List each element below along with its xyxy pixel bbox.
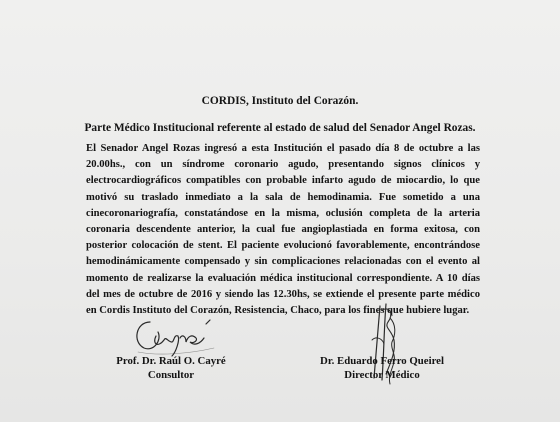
signatory-right bbox=[302, 354, 462, 382]
body-line: posterior colocación de stent. El paciente evolucionó favorablemente, encontrándose bbox=[86, 240, 480, 252]
body-line: motivó su traslado inmediato a la sala de hemodinamia. Fue sometido a una bbox=[86, 191, 480, 203]
signature-cayre bbox=[128, 312, 220, 360]
signatory-right-name: Dr. Eduardo Ferro Queirel bbox=[320, 355, 444, 367]
body-line: cinecoronariografía, constatándose en la misma, oclusión completa de la arteria bbox=[86, 207, 480, 219]
document-title: CORDIS, Instituto del Corazón. bbox=[201, 95, 359, 107]
body-line: coronaria descendente anterior, la cual fue angioplastiada en forma exitosa, con bbox=[86, 224, 480, 236]
document-body bbox=[86, 141, 480, 319]
body-line: electrocardiográficos compatibles con probable infarto agudo de miocardio, lo que bbox=[86, 175, 480, 187]
signatory-right-role: Director Médico bbox=[344, 369, 420, 381]
signatory-left-name: Prof. Dr. Raúl O. Cayré bbox=[116, 355, 226, 367]
body-line: hemodinámicamente compensado y sin complicaciones relacionadas con el evento al bbox=[86, 256, 480, 268]
document-subtitle: Parte Médico Institucional referente al estado de salud del Senador Angel Rozas. bbox=[84, 122, 476, 134]
signatory-left bbox=[100, 354, 242, 382]
body-line: en Cordis Instituto del Corazón, Resistencia, Chaco, para los fines que hubiere lugar. bbox=[86, 305, 470, 317]
body-line: momento de realizarse la evaluación médica institucional correspondiente. A 10 días bbox=[86, 272, 480, 284]
body-line: El Senador Angel Rozas ingresó a esta Institución el pasado día 8 de octubre a las bbox=[86, 143, 480, 154]
body-line: 20.00hs., con un síndrome coronario agudo, presentando signos clínicos y bbox=[86, 159, 480, 171]
signatory-left-role: Consultor bbox=[147, 369, 195, 381]
body-line: del mes de octubre de 2016 y siendo las 12.30hs, se extiende el presente parte médico bbox=[86, 288, 480, 300]
